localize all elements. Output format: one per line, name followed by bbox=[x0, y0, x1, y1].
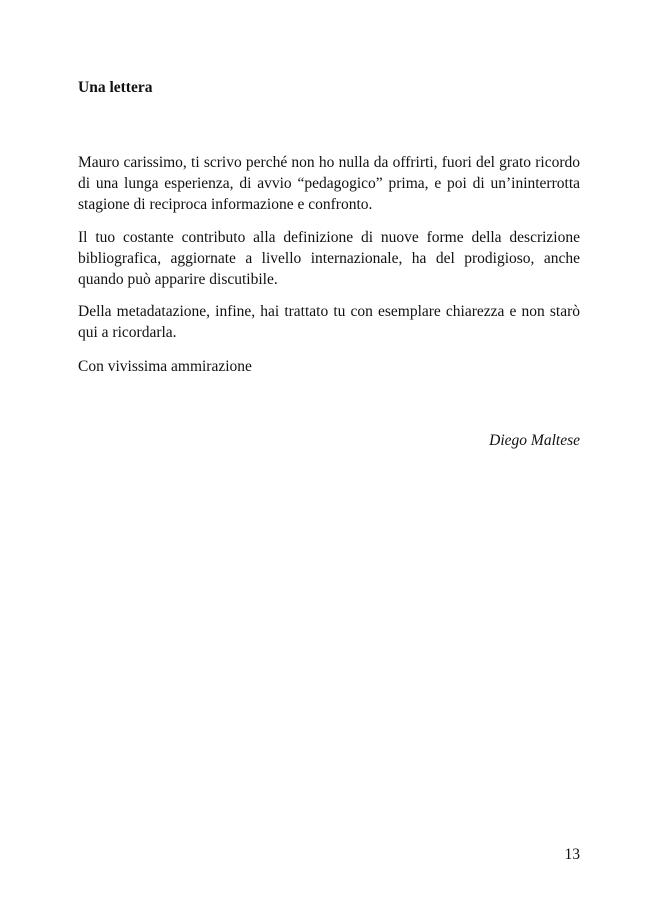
signature: Diego Maltese bbox=[489, 432, 580, 449]
paragraph-contribution: Il tuo costante contributo alla definizione di nuove forme della descrizione bibliografica, aggiornate a livello internazionale, ha del prodigioso, anche quando può apparire discutibile. bbox=[78, 229, 580, 288]
closing-line: Con vivissima ammirazione bbox=[78, 358, 252, 375]
paragraph-greeting: Mauro carissimo, ti scrivo perché non ho nulla da offrirti, fuori del grato ricordo di una lunga esperienza, di avvio “pedagogico” prima, e poi di un’ininterrotta stagione di reciproca informazione e confronto. bbox=[78, 154, 580, 213]
page-number: 13 bbox=[564, 846, 580, 863]
letter-title: Una lettera bbox=[78, 79, 153, 96]
paragraph-metadata: Della metadatazione, infine, hai trattato tu con esemplare chiarezza e non starò qui a ricordarla. bbox=[78, 303, 580, 341]
